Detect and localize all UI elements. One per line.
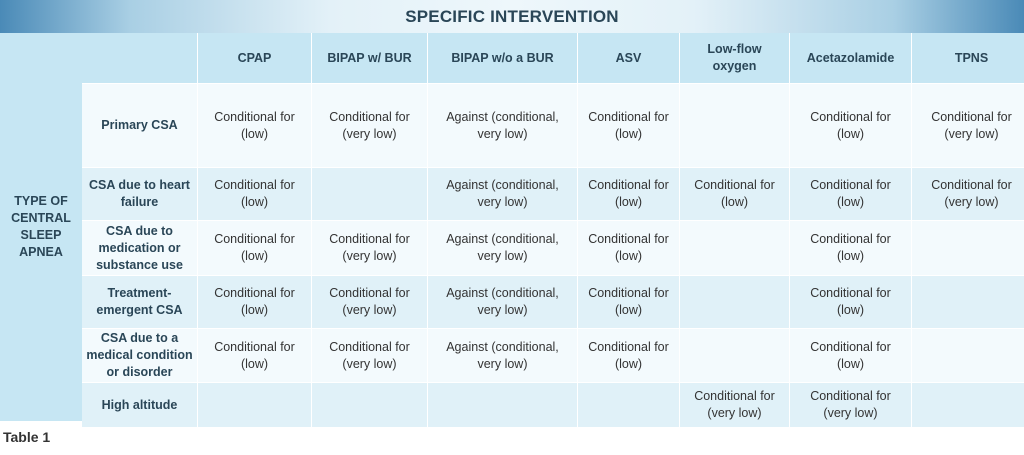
table-cell: Conditional for (low) — [790, 276, 911, 328]
column-header: Acetazolamide — [790, 33, 911, 83]
table-cell: Against (conditional, very low) — [428, 276, 577, 328]
table-cell — [680, 84, 789, 167]
table-cell — [680, 276, 789, 328]
table-cell: Conditional for (very low) — [912, 84, 1024, 167]
table-cell: Conditional for (low) — [198, 168, 311, 220]
table-cell: Conditional for (low) — [790, 168, 911, 220]
table-cell: Conditional for (very low) — [790, 383, 911, 427]
table-cell — [912, 221, 1024, 275]
row-label: CSA due to medication or substance use — [82, 221, 197, 275]
column-header: BIPAP w/o a BUR — [428, 33, 577, 83]
table-title-banner — [0, 0, 1024, 33]
table-cell — [680, 329, 789, 382]
table-cell: Against (conditional, very low) — [428, 84, 577, 167]
table-cell: Against (conditional, very low) — [428, 221, 577, 275]
table-cell: Conditional for (low) — [198, 329, 311, 382]
column-header: BIPAP w/ BUR — [312, 33, 427, 83]
table-cell: Conditional for (low) — [578, 221, 679, 275]
table-cell: Against (conditional, very low) — [428, 329, 577, 382]
row-label: Primary CSA — [82, 84, 197, 167]
row-label: CSA due to a medical condition or disorder — [82, 329, 197, 382]
table-cell: Conditional for (very low) — [312, 276, 427, 328]
table-cell: Conditional for (low) — [578, 84, 679, 167]
column-header: TPNS — [912, 33, 1024, 83]
row-group-header — [0, 33, 82, 421]
table-caption: Table 1 — [3, 429, 51, 445]
table-cell — [912, 276, 1024, 328]
row-label: High altitude — [82, 383, 197, 427]
table-cell: Conditional for (very low) — [312, 84, 427, 167]
table-cell — [312, 383, 427, 427]
table-cell: Conditional for (low) — [578, 168, 679, 220]
table-cell — [312, 168, 427, 220]
table-cell: Conditional for (low) — [198, 84, 311, 167]
table-cell — [578, 383, 679, 427]
table-cell: Conditional for (low) — [790, 84, 911, 167]
column-header: ASV — [578, 33, 679, 83]
row-group-label: TYPE OF CENTRAL SLEEP APNEA — [11, 194, 71, 259]
table-cell — [428, 383, 577, 427]
recommendation-table — [82, 33, 1024, 421]
table-cell: Conditional for (low) — [790, 221, 911, 275]
row-label: CSA due to heart failure — [82, 168, 197, 220]
table-cell: Against (conditional, very low) — [428, 168, 577, 220]
table-cell — [680, 221, 789, 275]
table-cell: Conditional for (low) — [578, 329, 679, 382]
table-cell: Conditional for (low) — [680, 168, 789, 220]
table-title: SPECIFIC INTERVENTION — [405, 6, 619, 26]
table-cell: Conditional for (very low) — [680, 383, 789, 427]
table-cell — [912, 383, 1024, 427]
table-cell: Conditional for (very low) — [312, 329, 427, 382]
table-cell: Conditional for (very low) — [912, 168, 1024, 220]
header-corner-cell — [82, 33, 197, 83]
table-cell — [912, 329, 1024, 382]
column-header: Low-flow oxygen — [680, 33, 789, 83]
table-cell — [198, 383, 311, 427]
table-cell: Conditional for (low) — [790, 329, 911, 382]
column-header: CPAP — [198, 33, 311, 83]
table-cell: Conditional for (very low) — [312, 221, 427, 275]
table-cell: Conditional for (low) — [578, 276, 679, 328]
table-cell: Conditional for (low) — [198, 276, 311, 328]
table-cell: Conditional for (low) — [198, 221, 311, 275]
row-label: Treatment- emergent CSA — [82, 276, 197, 328]
